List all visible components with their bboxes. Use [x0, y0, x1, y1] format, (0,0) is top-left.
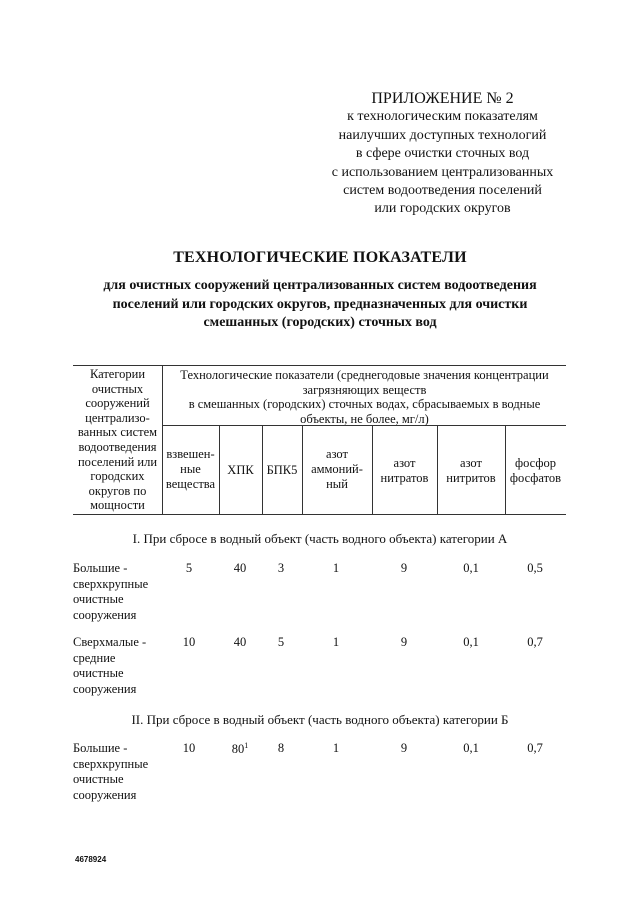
header-text: вещества	[165, 477, 216, 491]
table-cell: 8	[277, 741, 285, 755]
header-text: азот	[326, 447, 348, 461]
header-text: нитратов	[380, 471, 429, 485]
column-header-nitrate-nitrogen	[372, 456, 437, 486]
appendix-title: ПРИЛОЖЕНИЕ № 2	[371, 90, 514, 107]
header-text: ванных систем	[77, 425, 158, 440]
column-header-nitrite-nitrogen	[437, 456, 505, 486]
table-cell: 9	[400, 741, 408, 755]
row-label-text: Большие -	[73, 741, 128, 755]
table-cell-with-footnote	[220, 741, 260, 757]
header-text: Категории	[89, 367, 146, 381]
table-cell: 40	[233, 561, 247, 575]
document-title: ТЕХНОЛОГИЧЕСКИЕ ПОКАЗАТЕЛИ	[173, 249, 467, 266]
cell-value: 80	[231, 742, 245, 757]
row-label	[73, 635, 168, 697]
subtitle-line: смешанных (городских) сточных вод	[203, 315, 437, 330]
header-text: централизо-	[85, 410, 150, 425]
table-cell: 0,1	[463, 635, 479, 649]
column-header-cod	[219, 463, 262, 478]
section-title-category-b: II. При сбросе в водный объект (часть водного объекта) категории Б	[131, 712, 509, 727]
header-text: мощности	[90, 498, 145, 513]
header-text: ХПК	[227, 463, 254, 477]
header-text: сооружений	[85, 396, 150, 411]
table-cell: 9	[400, 561, 408, 575]
row-label-text: сооружения	[73, 787, 137, 802]
appendix-line: систем водоотведения поселений	[343, 183, 542, 199]
header-text: нитритов	[446, 471, 496, 485]
column-header-suspended-solids	[162, 447, 219, 492]
header-text: БПК5	[266, 463, 298, 477]
table-cell: 9	[400, 635, 408, 649]
category-header	[73, 367, 162, 513]
table-cell: 3	[277, 561, 285, 575]
document-subtitle	[60, 277, 580, 333]
header-text: фосфор	[515, 456, 556, 470]
table-cell: 10	[182, 741, 196, 755]
table-cell: 1	[332, 561, 340, 575]
column-header-bod5	[262, 463, 302, 478]
appendix-header	[300, 90, 585, 219]
table-cell: 0,7	[527, 635, 543, 649]
table-cell: 40	[233, 635, 247, 649]
column-header-ammonium-nitrogen	[302, 447, 372, 492]
row-label-text: сооружения	[73, 607, 137, 622]
row-label-text: очистные	[73, 592, 124, 606]
indicators-header	[163, 368, 566, 426]
footnote-mark: 1	[244, 741, 249, 750]
row-label-text: средние	[73, 650, 116, 665]
header-text: фосфатов	[509, 471, 562, 485]
document-id: 4678924	[75, 855, 107, 864]
row-label-text: Сверхмалые -	[73, 635, 147, 649]
subtitle-line: для очистных сооружений централизованных систем водоотведения	[103, 278, 537, 293]
header-text: очистных	[91, 381, 144, 396]
appendix-line: в сфере очистки сточных вод	[355, 146, 530, 162]
appendix-line: или городских округов	[374, 201, 511, 217]
table-cell: 1	[332, 635, 340, 649]
table-cell: 0,1	[463, 741, 479, 755]
table-cell: 0,5	[527, 561, 543, 575]
header-text: Технологические показатели (среднегодовые значения концентрации	[180, 368, 549, 382]
header-text: городских	[90, 469, 145, 484]
table-cell: 0,1	[463, 561, 479, 575]
table-cell: 1	[332, 741, 340, 755]
header-text: водоотведения	[78, 439, 157, 454]
table-cell: 0,7	[527, 741, 543, 755]
header-text: ный	[326, 477, 348, 491]
row-label	[73, 741, 168, 803]
row-label-text: очистные	[73, 666, 124, 680]
row-label-text: сооружения	[73, 681, 137, 696]
header-text: взвешен-	[166, 447, 215, 461]
header-text: азот	[460, 456, 482, 470]
table-cell: 5	[185, 561, 193, 575]
column-header-phosphate-phosphorus	[505, 456, 566, 486]
subtitle-line: поселений или городских округов, предназначенных для очистки	[112, 296, 528, 312]
header-text: ные	[180, 462, 201, 476]
row-label-text: очистные	[73, 772, 124, 786]
header-text: в смешанных (городских) сточных водах, сбрасываемых в водные	[188, 397, 541, 411]
table-header-bottom-border	[73, 514, 566, 515]
header-text: аммоний-	[311, 462, 363, 476]
table-top-border	[73, 365, 566, 366]
table-cell: 5	[277, 635, 285, 649]
section-title-category-a: I. При сбросе в водный объект (часть водного объекта) категории А	[132, 531, 508, 546]
header-text: объекты, не более, мг/л)	[300, 411, 429, 426]
appendix-line: с использованием централизованных	[331, 164, 554, 180]
header-text: азот	[393, 456, 416, 470]
row-label-text: Большие -	[73, 561, 128, 575]
header-text: округов по	[88, 483, 147, 498]
table-cell: 10	[182, 635, 196, 649]
header-text: загрязняющих веществ	[302, 382, 427, 397]
row-label-text: сверхкрупные	[73, 576, 149, 591]
appendix-line: к технологическим показателям	[347, 109, 538, 125]
appendix-line: наилучших доступных технологий	[338, 127, 547, 143]
header-text: поселений или	[77, 454, 158, 469]
row-label	[73, 561, 168, 623]
row-label-text: сверхкрупные	[73, 756, 149, 771]
